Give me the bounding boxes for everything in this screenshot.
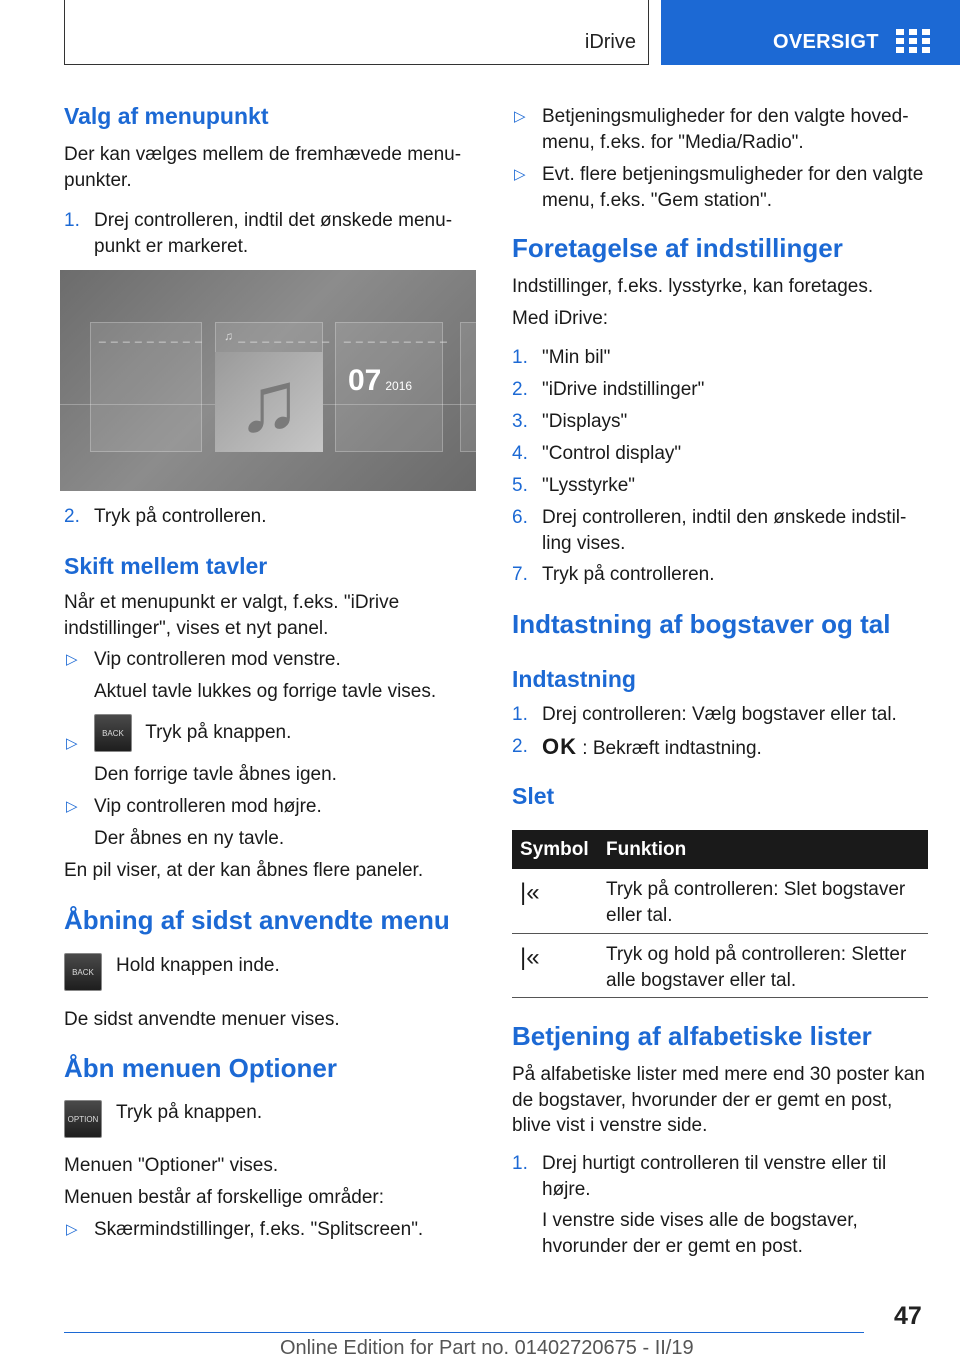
triangle-bullet-icon: ▷ — [66, 651, 78, 668]
list-number: 1. — [512, 1153, 528, 1174]
list-number: 1. — [64, 210, 80, 231]
back-button-icon: BACK — [94, 714, 132, 752]
table-cell: Tryk på controlleren: Slet bogstaver eller tal. — [606, 879, 906, 926]
paragraph: På alfabetiske lister med mere end 30 poster kan de bogstaver, hvorunder der er gemt en post, blive vist i venstre side. — [512, 1064, 925, 1136]
calendar-date — [348, 364, 412, 398]
list-text: Drej controlleren, indtil det ønskede menupunkt er markeret. — [94, 210, 453, 257]
list-number: 3. — [512, 411, 528, 432]
heading-betjening-af-alfabetiske-lister: Betjening af alfabetiske lister — [512, 1021, 872, 1051]
triangle-bullet-icon: ▷ — [66, 735, 78, 752]
music-note-icon: ♫ — [215, 352, 323, 452]
list-number: 4. — [512, 443, 528, 464]
bullet-text: Evt. flere betjeningsmuligheder for den valgte menu, f.eks. "Gem station". — [542, 164, 924, 211]
list-text: "Displays" — [542, 411, 628, 432]
list-text: Tryk på controlleren. — [94, 506, 267, 527]
heading-abning-af-sidst-anvendte-menu: Åbning af sidst anvendte menu — [64, 905, 450, 935]
delete-symbol-table — [512, 830, 928, 998]
ok-icon: OK — [542, 734, 577, 759]
list-text: Tryk på controlleren. — [542, 564, 715, 585]
list-number: 1. — [512, 347, 528, 368]
tile-caption: ♫ _ _ _ _ _ _ _ _ — [224, 329, 331, 343]
delete-arrow-icon: |« — [520, 879, 540, 906]
idrive-screenshot — [60, 270, 476, 491]
page-number: 47 — [894, 1302, 922, 1330]
heading-slet: Slet — [512, 783, 555, 809]
triangle-bullet-icon: ▷ — [514, 166, 526, 183]
list-number: 5. — [512, 475, 528, 496]
list-text: "Min bil" — [542, 347, 611, 368]
heading-abn-menuen-optioner: Åbn menuen Optioner — [64, 1053, 337, 1083]
heading-skift-mellem-tavler: Skift mellem tavler — [64, 553, 268, 579]
footer-divider — [64, 1332, 864, 1333]
list-text: "Control display" — [542, 443, 682, 464]
list-subtext: I venstre side vises alle de bogstaver, hvorunder der er gemt en post. — [542, 1210, 858, 1257]
overview-label: OVERSIGT — [773, 31, 879, 53]
option-button-icon: OPTION — [64, 1100, 102, 1138]
menu-tile-car — [90, 322, 202, 452]
paragraph-text: Hold knappen inde. — [116, 955, 280, 976]
delete-all-arrow-icon: |« — [520, 944, 540, 971]
bullet-subtext: Aktuel tavle lukkes og forrige tavle vises. — [94, 681, 437, 702]
paragraph: Der kan vælges mellem de fremhævede menupunkter. — [64, 144, 462, 191]
grid-menu-icon — [896, 29, 930, 53]
header-chapter-box — [64, 0, 649, 65]
triangle-bullet-icon: ▷ — [66, 798, 78, 815]
footer-edition: Online Edition for Part no. 01402720675 - II/19 — [280, 1337, 694, 1359]
bullet-text-with-button — [94, 714, 479, 752]
back-button-paragraph — [64, 953, 479, 991]
list-text: : Bekræft indtastning. — [582, 738, 762, 759]
list-text: "iDrive indstillinger" — [542, 379, 705, 400]
heading-indtastning: Indtastning — [512, 666, 636, 692]
heading-valg-af-menupunkt: Valg af menupunkt — [64, 103, 269, 129]
list-text: Drej hurtigt controlleren til venstre eller til højre. — [542, 1153, 887, 1200]
date-day: 07 — [348, 364, 382, 397]
paragraph: Menuen "Optioner" vises. — [64, 1155, 279, 1176]
bullet-text: Vip controlleren mod venstre. — [94, 649, 341, 670]
menu-tile-next — [460, 322, 476, 452]
list-text: Drej controlleren: Vælg bogstaver eller tal. — [542, 704, 897, 725]
bullet-subtext: Den forrige tavle åbnes igen. — [94, 764, 337, 785]
paragraph: Når et menupunkt er valgt, f.eks. "iDrive indstillinger", vises et nyt panel. — [64, 592, 400, 639]
list-number: 2. — [64, 506, 80, 527]
list-number: 2. — [512, 736, 528, 757]
tile-caption: _ _ _ _ _ _ _ _ _ — [99, 329, 203, 343]
list-text: "Lysstyrke" — [542, 475, 636, 496]
paragraph: De sidst anvendte menuer vises. — [64, 1009, 340, 1030]
paragraph: Indstillinger, f.eks. lysstyrke, kan foretages. — [512, 276, 874, 297]
back-button-icon: BACK — [64, 953, 102, 991]
table-header — [512, 830, 928, 869]
date-year: 2016 — [385, 379, 413, 393]
list-number: 6. — [512, 507, 528, 528]
table-row — [512, 869, 928, 934]
tile-caption: _ _ _ _ _ _ _ _ _ — [344, 329, 448, 343]
heading-foretagelse-af-indstillinger: Foretagelse af indstillinger — [512, 233, 843, 263]
list-text: Drej controlleren, indtil den ønskede indstilling vises. — [542, 507, 907, 554]
paragraph-text: Tryk på knappen. — [116, 1102, 263, 1123]
list-number: 1. — [512, 704, 528, 725]
bullet-subtext: Der åbnes en ny tavle. — [94, 828, 285, 849]
bullet-text: Tryk på knappen. — [145, 722, 292, 744]
bullet-text: Skærmindstillinger, f.eks. "Splitscreen". — [94, 1219, 424, 1240]
bullet-text: Vip controlleren mod højre. — [94, 796, 322, 817]
overview-link[interactable] — [661, 0, 960, 65]
list-number: 7. — [512, 564, 528, 585]
list-text-with-ok — [542, 734, 927, 762]
option-button-paragraph — [64, 1100, 479, 1138]
table-cell: Tryk og hold på controlleren: Sletter alle bogstaver eller tal. — [606, 944, 907, 991]
triangle-bullet-icon: ▷ — [514, 108, 526, 125]
table-row — [512, 934, 928, 998]
heading-indtastning-af-bogstaver-og-tal: Indtastning af bogstaver og tal — [512, 609, 891, 639]
list-number: 2. — [512, 379, 528, 400]
table-header-function: Funktion — [606, 839, 687, 860]
triangle-bullet-icon: ▷ — [66, 1221, 78, 1238]
bullet-text: Betjeningsmuligheder for den valgte hovedmenu, f.eks. for "Media/Radio". — [542, 106, 909, 153]
paragraph: Med iDrive: — [512, 308, 609, 329]
chapter-title: iDrive — [584, 31, 636, 53]
paragraph: En pil viser, at der kan åbnes flere paneler. — [64, 860, 424, 881]
table-header-symbol: Symbol — [520, 839, 589, 860]
paragraph: Menuen består af forskellige områder: — [64, 1187, 384, 1208]
